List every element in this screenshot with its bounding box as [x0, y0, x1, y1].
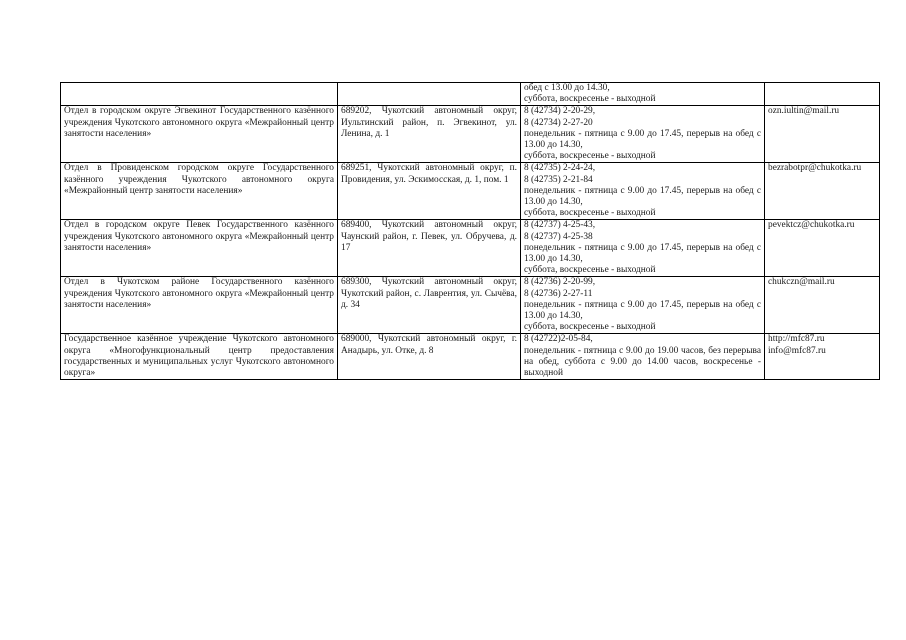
organization-cell: Отдел в Чукотском районе Государственного казённого учреждения Чукотского автономного округа «Межрайонный центр занятости населения» — [61, 277, 338, 334]
table-row — [61, 220, 880, 277]
phone-line: 8 (42736) 2-27-11 — [524, 288, 593, 299]
schedule-line: обед с 13.00 до 14.30, — [524, 83, 610, 93]
schedule-line: понедельник - пятница с 9.00 до 17.45, перерыв на обед с 13.00 до 14.30, — [524, 185, 761, 208]
table-row — [61, 334, 880, 380]
email-link[interactable]: bezrabotpr@chukotka.ru — [768, 163, 862, 174]
phone-line: 8 (42737) 4-25-43, — [524, 220, 596, 231]
contacts-table — [60, 82, 880, 380]
table-row — [61, 106, 880, 163]
address-cell — [338, 83, 521, 106]
email-link[interactable]: ozn.iultin@mail.ru — [768, 106, 840, 117]
website-link[interactable]: http://mfc87.ru — [768, 334, 825, 345]
organization-cell — [61, 83, 338, 106]
schedule-line: понедельник - пятница с 9.00 до 17.45, перерыв на обед с 13.00 до 14.30, — [524, 128, 761, 151]
schedule-line: суббота, воскресенье - выходной — [524, 322, 656, 333]
organization-cell: Отдел в Провиденском городском округе Государственного казённого учреждения Чукотского автономного округа «Межрайонный центр занятости населения» — [61, 163, 338, 220]
address-cell: 689251, Чукотский автономный округ, п. Провидения, ул. Эскимосская, д. 1, пом. 1 — [338, 163, 521, 220]
organization-cell: Отдел в городском округе Эгвекинот Государственного казённого учреждения Чукотского автономного округа «Межрайонный центр занятости населения» — [61, 106, 338, 163]
schedule-line: суббота, воскресенье - выходной — [524, 265, 656, 276]
table-row — [61, 83, 880, 106]
address-cell: 689300, Чукотский автономный округ, Чукотский район, с. Лаврентия, ул. Сычёва, д. 34 — [338, 277, 521, 334]
schedule-line: понедельник - пятница с 9.00 до 19.00 часов, без перерыва на обед, суббота с 9.00 до 14.00 часов, воскресенье - выходной — [524, 345, 761, 379]
schedule-cell — [521, 106, 765, 163]
schedule-line: понедельник - пятница с 9.00 до 17.45, перерыв на обед с 13.00 до 14.30, — [524, 242, 761, 265]
schedule-cell — [521, 83, 765, 106]
phone-line: 8 (42734) 2-20-29, — [524, 106, 596, 117]
phone-line: 8 (42734) 2-27-20 — [524, 117, 593, 128]
schedule-cell — [521, 163, 765, 220]
contact-cell — [765, 334, 880, 380]
phone-line: 8 (42735) 2-21-84 — [524, 174, 593, 185]
address-cell: 689400, Чукотский автономный округ, Чаунский район, г. Певек, ул. Обручева, д. 17 — [338, 220, 521, 277]
organization-cell: Государственное казённое учреждение Чукотского автономного округа «Многофункциональный центр предоставления государственных и муниципальных услуг Чукотского автономного округа» — [61, 334, 338, 380]
contact-cell — [765, 83, 880, 106]
schedule-line: понедельник - пятница с 9.00 до 17.45, перерыв на обед с 13.00 до 14.30, — [524, 299, 761, 322]
schedule-cell — [521, 220, 765, 277]
schedule-cell — [521, 277, 765, 334]
phone-line: 8 (42736) 2-20-99, — [524, 277, 596, 288]
phone-line: 8 (42735) 2-24-24, — [524, 163, 596, 174]
email-link[interactable]: chukczn@mail.ru — [768, 277, 835, 288]
email-link[interactable]: pevektcz@chukotka.ru — [768, 220, 855, 231]
schedule-line: суббота, воскресенье - выходной — [524, 208, 656, 219]
phone-line: 8 (42722)2-05-84, — [524, 334, 593, 345]
email-link[interactable]: info@mfc87.ru — [768, 345, 826, 356]
contact-cell — [765, 163, 880, 220]
organization-cell: Отдел в городском округе Певек Государственного казённого учреждения Чукотского автономного округа «Межрайонный центр занятости населения» — [61, 220, 338, 277]
contact-cell — [765, 220, 880, 277]
schedule-line: суббота, воскресенье - выходной — [524, 94, 656, 105]
schedule-cell — [521, 334, 765, 380]
table-row — [61, 163, 880, 220]
table-row — [61, 277, 880, 334]
contact-cell — [765, 106, 880, 163]
address-cell: 689202, Чукотский автономный округ, Иультинский район, п. Эгвекинот, ул. Ленина, д. 1 — [338, 106, 521, 163]
schedule-line: суббота, воскресенье - выходной — [524, 151, 656, 162]
phone-line: 8 (42737) 4-25-38 — [524, 231, 593, 242]
contact-cell — [765, 277, 880, 334]
address-cell: 689000, Чукотский автономный округ, г. Анадырь, ул. Отке, д. 8 — [338, 334, 521, 380]
